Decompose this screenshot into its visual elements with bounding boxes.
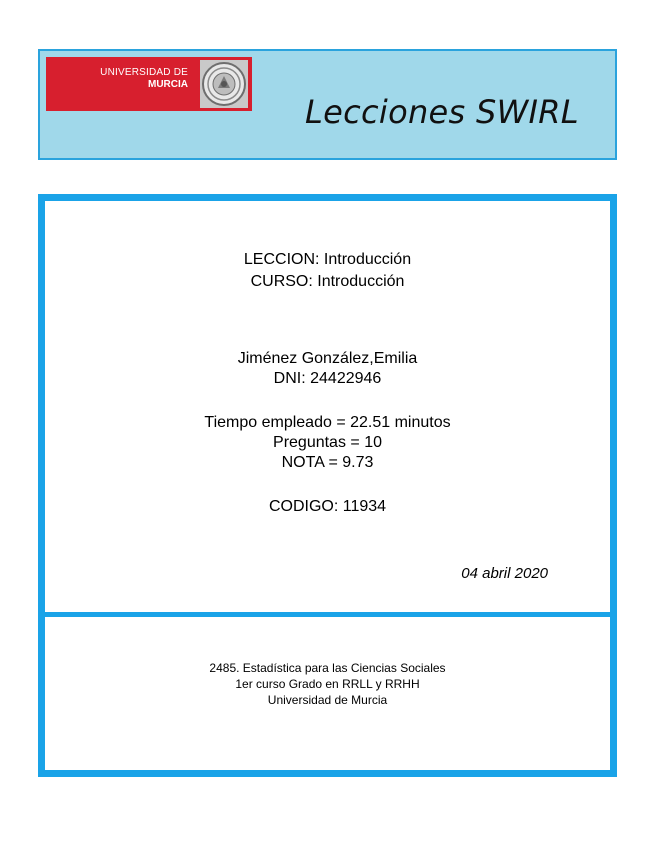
university-logo — [46, 57, 252, 111]
logo-text — [100, 67, 188, 91]
logo-line2: MURCIA — [148, 79, 188, 90]
certificate-date: 04 abril 2020 — [461, 565, 548, 582]
university-name: Universidad de Murcia — [267, 693, 388, 707]
logo-line1: UNIVERSIDAD DE — [100, 67, 188, 78]
student-dni: DNI: 24422946 — [273, 370, 382, 387]
lesson-name: LECCION: Introducción — [243, 251, 412, 268]
code: CODIGO: 11934 — [268, 498, 387, 515]
time-spent: Tiempo empleado = 22.51 minutos — [204, 414, 451, 431]
grade: NOTA = 9.73 — [281, 454, 374, 471]
course-info-box — [38, 613, 617, 777]
certificate-box — [38, 194, 617, 616]
header-banner — [38, 49, 617, 160]
question-count: Preguntas = 10 — [273, 434, 382, 451]
student-name: Jiménez González,Emilia — [237, 350, 418, 367]
course-degree: 1er curso Grado en RRLL y RRHH — [235, 677, 420, 691]
university-seal-icon — [200, 60, 248, 108]
course-subject: 2485. Estadística para las Ciencias Sociales — [209, 661, 446, 675]
page-title: Lecciones SWIRL — [305, 93, 579, 131]
course-name: CURSO: Introducción — [250, 273, 405, 290]
